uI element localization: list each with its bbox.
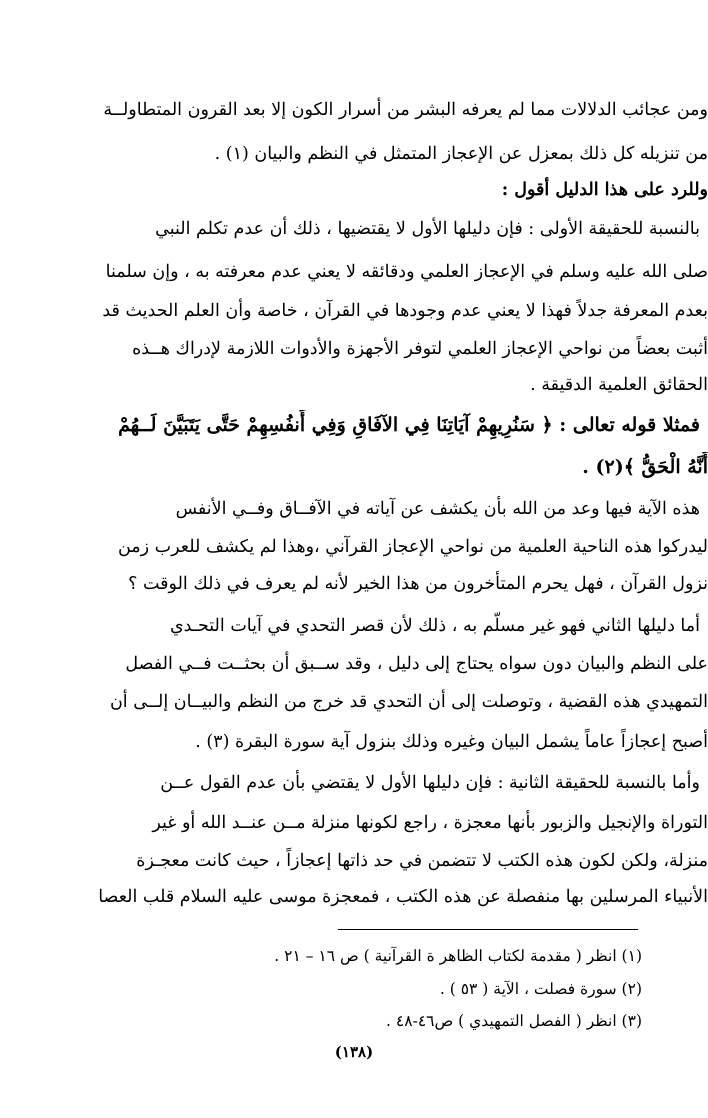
footnote: (٢) سورة فصلت ، الآية ( ٥٣ ) . xyxy=(439,980,642,998)
body-line: التوراة والإنجيل والزبور بأنها معجزة ، راجع لكونها منزلة مــن عنــد الله أو غير xyxy=(152,813,708,833)
body-line: من تنزيله كل ذلك بمعزل عن الإعجاز المتمثل في النظم والبيان (١) . xyxy=(214,144,708,164)
body-line: الحقائق العلمية الدقيقة . xyxy=(530,375,708,395)
body-line: بالنسبة للحقيقة الأولى : فإن دليلها الأول لا يقتضيها ، ذلك أن عدم تكلم النبي xyxy=(155,219,700,239)
body-line: منزلة، ولكن لكون هذه الكتب لا تتضمن في حد ذاتها إعجازاً ، حيث كانت معجـزة xyxy=(136,851,708,871)
body-line: هذه الآية فيها وعد من الله بأن يكشف عن آياته في الآفــاق وفــي الأنفس xyxy=(175,499,700,519)
quran-verse-line: أَنَّهُ الْحَقُّ ﴾(٢) . xyxy=(582,456,708,478)
body-line: التمهيدي هذه القضية ، وتوصلت إلى أن التحدي قد خرج من النظم والبيــان إلــى أن xyxy=(109,692,708,712)
footnote-separator xyxy=(338,929,638,930)
footnote: (٣) انظر ( الفصل التمهيدي ) ص٤٦-٤٨ . xyxy=(386,1012,642,1030)
page-number: (١٣٨) xyxy=(334,1043,374,1061)
quran-verse-line: فمثلا قوله تعالى : ﴿ سَنُرِيهِمْ آيَاتِنَا فِي الآفَاقِ وَفِي أَنفُسِهِمْ حَتَّى يَتَبَيَّنَ لَــهُمْ xyxy=(118,414,700,436)
body-line: صلى الله عليه وسلم في الإعجاز العلمي ودقائقه لا يعني عدم معرفته به ، وإن سلمنا xyxy=(105,262,708,282)
body-line: وأما بالنسبة للحقيقة الثانية : فإن دليلها الأول لا يقتضي بأن عدم القول عــن xyxy=(160,773,700,793)
section-heading: وللرد على هذا الدليل أقول : xyxy=(501,180,708,200)
body-line: ليدركوا هذه الناحية العلمية من نواحي الإعجاز القرآني ،وهذا لم يكشف للعرب زمن xyxy=(117,537,708,557)
body-line: أما دليلها الثاني فهو غير مسلّم به ، ذلك لأن قصر التحدي في آيات التحـدي xyxy=(169,616,700,636)
body-line: بعدم المعرفة جدلاً فهذا لا يعني عدم وجودها في القرآن ، خاصة وأن العلم الحديث قد xyxy=(102,301,708,321)
body-line: على النظم والبيان دون سواه يحتاج إلى دليل ، وقد ســبق أن بحثــت فــي الفصل xyxy=(125,654,708,674)
body-line: ومن عجائب الدلالات مما لم يعرفه البشر من أسرار الكون إلا بعد القرون المتطاولــة xyxy=(103,100,708,120)
body-line: أصبح إعجازاً عاماً يشمل البيان وغيره وذلك بنزول آية سورة البقرة (٣) . xyxy=(195,732,708,752)
body-line: أثبت بعضاً من نواحي الإعجاز العلمي لتوفر الأجهزة والأدوات اللازمة لإدراك هــذه xyxy=(132,339,708,359)
body-line: نزول القرآن ، فهل يحرم المتأخرون من هذا الخير لأنه لم يعرف في ذلك الوقت ؟ xyxy=(128,574,708,594)
body-line: الأنبياء المرسلين بها منفصلة عن هذه الكتب ، فمعجزة موسى عليه السلام قلب العصا xyxy=(98,887,708,907)
footnote: (١) انظر ( مقدمة لكتاب الظاهر ة القرآنية ) ص ١٦ – ٢١ . xyxy=(274,947,642,965)
